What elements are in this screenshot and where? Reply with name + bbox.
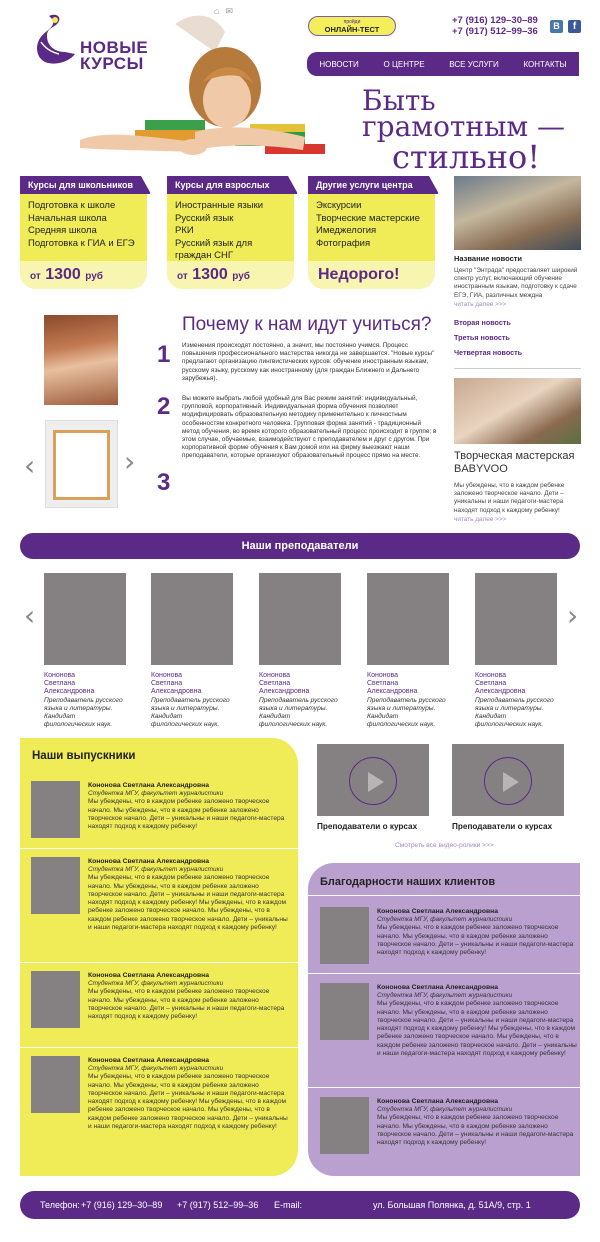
- footer-phone-2[interactable]: +7 (917) 512–99–36: [177, 1200, 259, 1210]
- price-value: 1300: [192, 266, 228, 283]
- price-prefix: от: [30, 271, 41, 282]
- teacher-card[interactable]: [475, 573, 557, 729]
- teacher-card[interactable]: [367, 573, 449, 729]
- graduate-name: Кононова Светлана Александровна: [88, 1057, 210, 1064]
- news-link-3[interactable]: Третья новость: [454, 333, 510, 342]
- teacher-photo[interactable]: [44, 573, 126, 665]
- footer-phone-label: Телефон:: [40, 1200, 80, 1210]
- certificate-image[interactable]: [53, 430, 110, 500]
- graduate-name: Кононова Светлана Александровна: [88, 858, 210, 865]
- course-item[interactable]: Подготовка к школе: [28, 200, 116, 211]
- slogan-line1: Быть: [362, 84, 436, 117]
- teacher-desc: Преподаватель русского языка и литературы. Кандидат филологических наук.: [44, 696, 123, 729]
- video-thumbnail[interactable]: [452, 744, 564, 816]
- graduate-name: Кононова Светлана Александровна: [88, 782, 210, 789]
- graduate-photo: [31, 971, 80, 1028]
- video-caption[interactable]: Преподаватели о курсах: [452, 822, 553, 831]
- course-item[interactable]: Русский язык для: [175, 237, 253, 249]
- slogan-line2: грамотным —: [362, 110, 566, 143]
- teacher-name[interactable]: Светлана Александровна: [475, 680, 526, 696]
- teacher-card[interactable]: [259, 573, 341, 729]
- footer-phone-1[interactable]: +7 (916) 129–30–89: [81, 1200, 163, 1210]
- course-title[interactable]: Курсы для взрослых: [167, 176, 297, 194]
- news-image[interactable]: [454, 176, 581, 250]
- vk-icon[interactable]: B: [550, 20, 563, 33]
- header-phone-1: +7 (916) 129–30–89: [452, 15, 538, 26]
- price-prefix: от: [177, 271, 188, 282]
- teacher-photo: [44, 315, 118, 405]
- client-text: Мы убеждены, что в каждом ребенке заложено творческое начало. Мы убеждены, что в каждом ребенке заложено творческое начало. Дети – уникальны и наши педагоги-мастера находят подход к каждому ребенку!: [377, 1114, 574, 1147]
- teacher-surname[interactable]: Кононова: [259, 672, 291, 679]
- course-box-adults[interactable]: [167, 176, 294, 289]
- teacher-surname[interactable]: Кононова: [367, 672, 399, 679]
- step-number: 3: [157, 469, 171, 496]
- graduate-text: Мы убеждены, что в каждом ребенке заложено творческое начало. Мы убеждены, что в каждом ребенке заложено творческое начало. Дети – уникальны и наши педагоги-мастера находят подход к каждому ребенку!: [88, 798, 285, 831]
- online-test-small: пройди: [343, 19, 361, 25]
- teachers-prev-icon[interactable]: ‹: [24, 599, 36, 632]
- client-item: [377, 1097, 577, 1147]
- teacher-desc: Преподаватель русского языка и литературы. Кандидат филологических наук.: [367, 696, 446, 729]
- teacher-photo[interactable]: [367, 573, 449, 665]
- graduate-item: [88, 857, 292, 932]
- divider: [308, 895, 580, 896]
- nav-contacts[interactable]: КОНТАКТЫ: [523, 59, 567, 69]
- client-text: Мы убеждены, что в каждом ребенке заложено творческое начало. Мы убеждены, что в каждом ребенке заложено творческое начало. Дети – уникальны и наши педагоги-мастера находят подход к каждому ребенку! Мы убеждены, что в каждом ребенке заложено творческое начало. Мы убеждены, что в каждом ребенке заложено творческое начало. Дети – уникальны и наши педагоги-мастера находят подход к каждому ребенку!: [377, 1000, 577, 1057]
- teacher-surname[interactable]: Кононова: [475, 672, 507, 679]
- course-item[interactable]: Творческие мастерские: [316, 212, 420, 224]
- header-phone-2: +7 (917) 512–99–36: [452, 26, 538, 37]
- logo-line1: НОВЫЕ: [80, 38, 149, 57]
- teacher-name[interactable]: Светлана Александровна: [259, 680, 310, 696]
- graduate-text: Мы убеждены, что в каждом ребенке заложено творческое начало. Мы убеждены, что в каждом ребенке заложено творческое начало. Дети – уникальны и наши педагоги-мастера находят подход к каждому ребенку! Мы убеждены, что в каждом ребенке заложено творческое начало. Мы убеждены, что в каждом ребенке заложено творческое начало. Дети – уникальны и наши педагоги-мастера находят подход к каждому ребенку!: [88, 874, 288, 931]
- teacher-card[interactable]: [151, 573, 233, 729]
- graduate-sub: Студентка МГУ, факультет журналистики: [88, 980, 224, 987]
- graduate-photo: [31, 781, 80, 838]
- teachers-next-icon[interactable]: ›: [567, 599, 579, 632]
- course-item[interactable]: граждан СНГ: [175, 250, 233, 261]
- teacher-name[interactable]: Светлана Александровна: [367, 680, 418, 696]
- price-unit: руб: [85, 271, 103, 282]
- video-caption[interactable]: Преподаватели о курсах: [317, 822, 418, 831]
- feature-news-title[interactable]: Творческая мастерская BABYVOO: [454, 450, 575, 475]
- client-name: Кононова Светлана Александровна: [377, 984, 499, 991]
- main-nav: [307, 52, 579, 76]
- slogan: [362, 84, 566, 176]
- client-photo: [320, 1097, 369, 1154]
- graduate-item: [88, 1056, 292, 1131]
- divider: [20, 848, 298, 849]
- course-item[interactable]: Средняя школа: [28, 225, 97, 236]
- course-item[interactable]: Фотография: [316, 237, 371, 249]
- price-value: 1300: [45, 266, 81, 283]
- course-item[interactable]: РКИ: [175, 225, 194, 236]
- all-videos-link[interactable]: Смотреть все видео-ролики >>>: [395, 842, 494, 849]
- course-title[interactable]: Другие услуги центра: [308, 176, 438, 194]
- teacher-photo[interactable]: [475, 573, 557, 665]
- feature-news-image[interactable]: [454, 378, 581, 444]
- nav-services[interactable]: ВСЕ УСЛУГИ: [449, 59, 499, 69]
- graduate-sub: Студентка МГУ, факультет журналистики: [88, 1065, 224, 1072]
- course-price: [20, 261, 147, 289]
- hero-image: [75, 12, 350, 160]
- client-name: Кононова Светлана Александровна: [377, 1098, 499, 1105]
- feature-news-more-link[interactable]: читать далее >>>: [454, 516, 507, 523]
- online-test-label: ОНЛАЙН-ТЕСТ: [324, 25, 380, 34]
- course-item[interactable]: Подготовка к ГИА и ЕГЭ: [28, 237, 135, 249]
- play-icon[interactable]: [349, 757, 397, 805]
- client-sub: Студентка МГУ, факультет журналистики: [377, 916, 513, 923]
- hero-girl-illustration: [75, 12, 350, 160]
- graduate-photo: [31, 857, 80, 914]
- logo-line2: КУРСЫ: [80, 54, 144, 73]
- slogan-line3: стильно!: [392, 138, 541, 176]
- client-photo: [320, 907, 369, 964]
- graduate-name: Кононова Светлана Александровна: [88, 972, 210, 979]
- course-item[interactable]: Экскурсии: [316, 200, 362, 211]
- thanks-title: Благодарности наших клиентов: [320, 876, 496, 888]
- step-number: 2: [157, 393, 171, 420]
- graduate-text: Мы убеждены, что в каждом ребенке заложено творческое начало. Мы убеждены, что в каждом ребенке заложено творческое начало. Дети – уникальны и наши педагоги-мастера находят подход к каждому ребенку! Мы убеждены, что в каждом ребенке заложено творческое начало. Мы убеждены, что в каждом ребенке заложено творческое начало. Дети – уникальны и наши педагоги-мастера находят подход к каждому ребенку!: [88, 1073, 288, 1130]
- client-item: [377, 907, 577, 957]
- course-price: Недорого!: [308, 261, 435, 289]
- graduate-photo: [31, 1056, 80, 1113]
- client-item: [377, 983, 577, 1058]
- mail-icon[interactable]: ✉: [225, 6, 233, 16]
- graduates-title: Наши выпускники: [32, 750, 136, 762]
- logo-swan-icon[interactable]: [35, 12, 77, 74]
- course-item[interactable]: Имеджелогия: [316, 225, 377, 236]
- news-more-link[interactable]: читать далее >>>: [454, 301, 507, 308]
- course-item[interactable]: Русский язык: [175, 212, 234, 224]
- teacher-photo[interactable]: [151, 573, 233, 665]
- client-photo: [320, 983, 369, 1040]
- news-link-2[interactable]: Вторая новость: [454, 318, 511, 327]
- news-text: Центр "Энтрада" предоставляет широкий спектр услуг, включающий обучение иностранным языкам, подготовку к сдаче ЕГЭ, ГИА, различных межднa: [454, 267, 578, 299]
- nav-news[interactable]: НОВОСТИ: [319, 59, 359, 69]
- client-sub: Студентка МГУ, факультет журналистики: [377, 992, 513, 999]
- teacher-photo[interactable]: [259, 573, 341, 665]
- teacher-name[interactable]: Светлана Александровна: [44, 680, 95, 696]
- footer-email-label: E-mail:: [274, 1200, 303, 1210]
- course-box-school[interactable]: [20, 176, 147, 289]
- divider: [308, 973, 580, 974]
- graduate-sub: Студентка МГУ, факультет журналистики: [88, 790, 224, 797]
- why-paragraph-2: Вы можете выбрать любой удобный для Вас режим занятий: индивидуальный, групповой, корпоративный. Индивидуальная форма обучения позволяет модифицировать образовательную методику применительно к личностным особенностям конкретного человека. Групповая форма занятий - традиционный метод обучения, во время которого образовательный процесс происходит в группе; в этом случае, обучаемые, взаимодействуют с преподавателем и друг с другом. При корпоративной форме обучения к Вам домой или на фирму выезжают наши преподаватели, которые организуют образовательный процесс прямо на месте.: [182, 395, 437, 460]
- feature-news-text: Мы убеждены, что в каждом ребенке заложено творческое начало. Дети – уникальны и наши педагоги-мастера находят подход к каждому ребенку!: [454, 482, 565, 514]
- teacher-surname[interactable]: Кононова: [44, 672, 76, 679]
- graduate-text: Мы убеждены, что в каждом ребенке заложено творческое начало. Мы убеждены, что в каждом ребенке заложено творческое начало. Дети – уникальны и наши педагоги-мастера находят подход к каждому ребенку!: [88, 988, 285, 1021]
- course-item[interactable]: Начальная школа: [28, 212, 107, 224]
- client-text: Мы убеждены, что в каждом ребенке заложено творческое начало. Мы убеждены, что в каждом ребенке заложено творческое начало. Дети – уникальны и наши педагоги-мастера находят подход к каждому ребенку!: [377, 924, 574, 957]
- divider: [454, 368, 581, 369]
- client-sub: Студентка МГУ, факультет журналистики: [377, 1106, 513, 1113]
- nav-about[interactable]: О ЦЕНТРЕ: [383, 59, 425, 69]
- step-number: 1: [157, 341, 171, 368]
- course-item[interactable]: Иностранные языки: [175, 200, 264, 211]
- why-paragraph-1: Изменения происходят постоянно, а значит, мы постоянно учимся. Процесс повышения профессионального мастерства никогда не завершается. "Новые курсы" предлагают организацию лингвистических курсов: обучение иностранным языкам, русскому языку, русскому как иностранному (для граждан Ближнего и Дальнего зарубежья).: [182, 342, 435, 382]
- why-title: Почему к нам идут учиться?: [182, 314, 432, 335]
- price-unit: руб: [232, 271, 250, 282]
- header-phones: [452, 15, 538, 37]
- teacher-name[interactable]: Светлана Александровна: [151, 680, 202, 696]
- online-test-button[interactable]: [308, 16, 396, 36]
- graduate-item: [88, 781, 292, 831]
- footer-address: ул. Большая Полянка, д. 51А/9, стр. 1: [373, 1200, 531, 1210]
- teacher-desc: Преподаватель русского языка и литературы. Кандидат филологических наук.: [259, 696, 338, 729]
- teacher-desc: Преподаватель русского языка и литературы. Кандидат филологических наук.: [475, 696, 554, 729]
- divider: [308, 1087, 580, 1088]
- client-name: Кононова Светлана Александровна: [377, 908, 499, 915]
- teachers-heading: Наши преподаватели: [20, 533, 580, 559]
- graduate-sub: Студентка МГУ, факультет журналистики: [88, 866, 224, 873]
- footer: [20, 1191, 580, 1219]
- video-thumbnail[interactable]: [317, 744, 429, 816]
- course-title[interactable]: Курсы для школьников: [20, 176, 150, 194]
- home-icon[interactable]: ⌂: [214, 6, 220, 16]
- slider-prev-icon[interactable]: ‹: [24, 449, 36, 482]
- teacher-card[interactable]: [44, 573, 126, 729]
- slider-next-icon[interactable]: ›: [124, 445, 136, 478]
- teacher-desc: Преподаватель русского языка и литературы. Кандидат филологических наук.: [151, 696, 230, 729]
- news-title[interactable]: Название новости: [454, 254, 523, 263]
- divider: [20, 962, 298, 963]
- divider: [20, 1047, 298, 1048]
- graduate-item: [88, 971, 292, 1021]
- play-icon[interactable]: [484, 757, 532, 805]
- course-price: [167, 261, 294, 289]
- facebook-icon[interactable]: f: [568, 20, 581, 33]
- teacher-surname[interactable]: Кононова: [151, 672, 183, 679]
- course-box-other[interactable]: [308, 176, 435, 289]
- news-link-4[interactable]: Четвертая новость: [454, 348, 523, 357]
